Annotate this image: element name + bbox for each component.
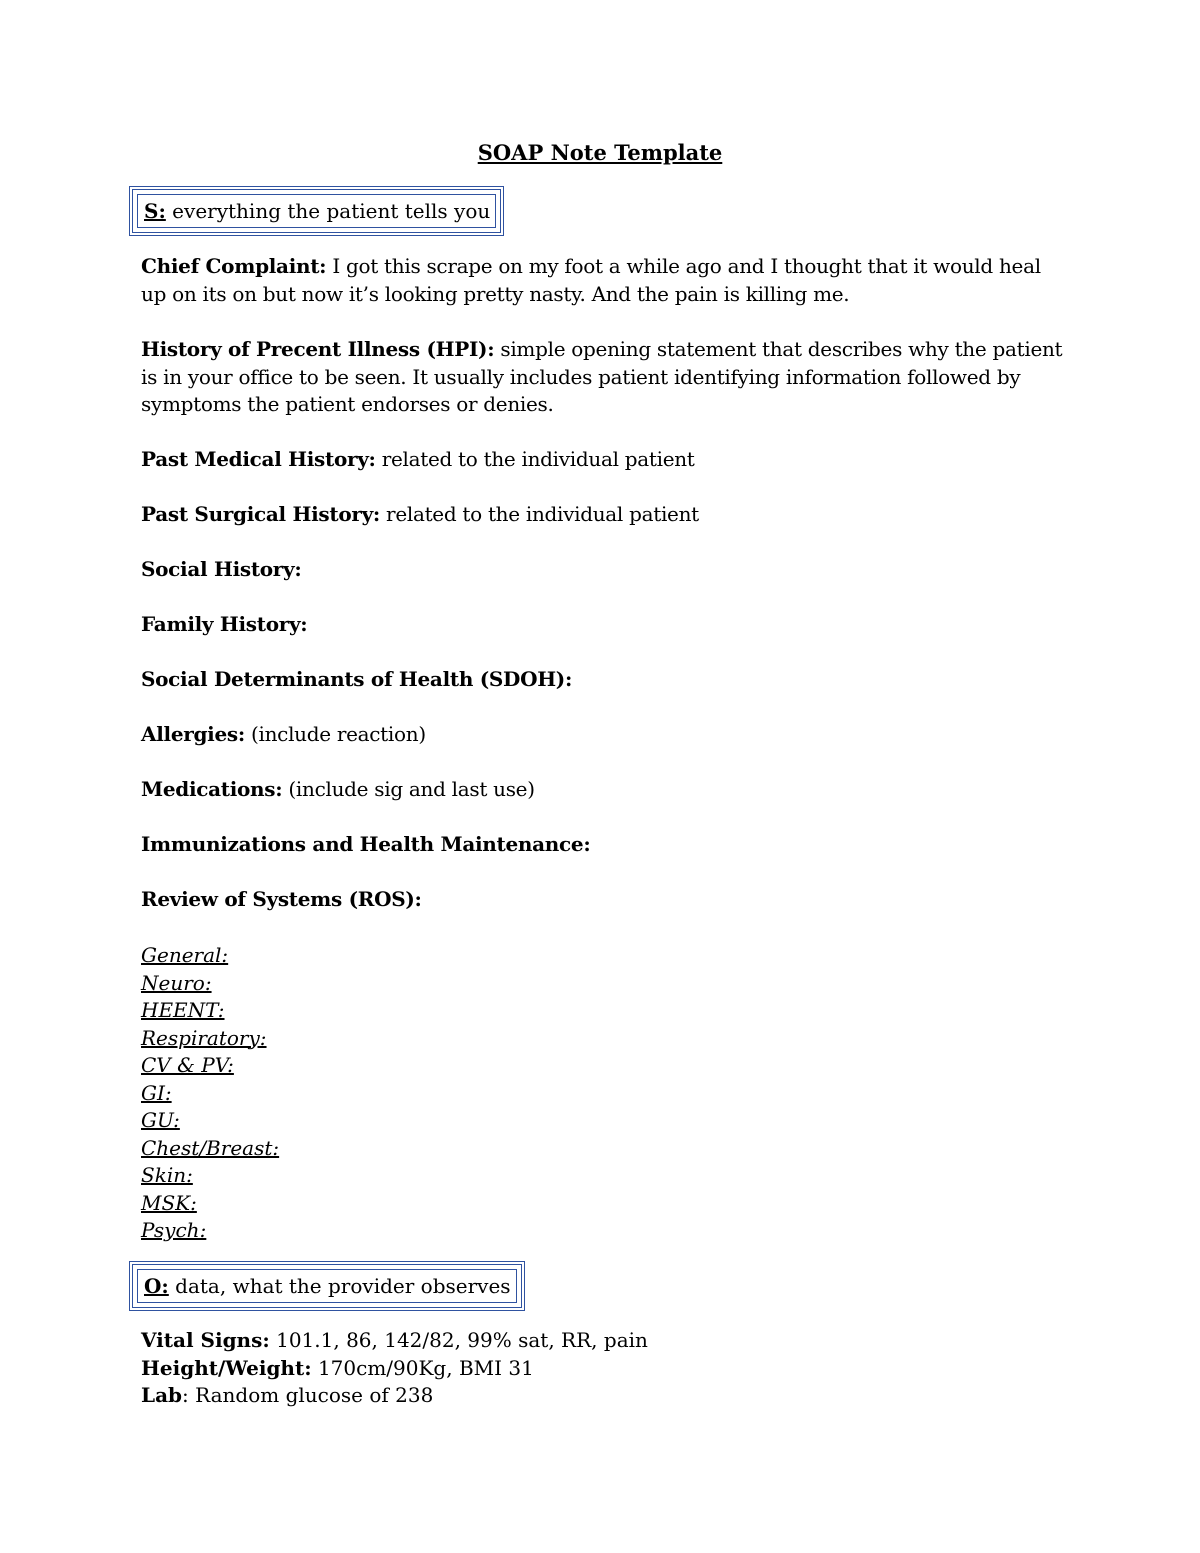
ros-list (141, 942, 279, 1245)
hpi-label: History of Precent Illness (HPI): (141, 337, 495, 361)
ros-item-skin: Skin: (141, 1163, 193, 1187)
objective-findings (141, 1327, 648, 1410)
medications-label: Medications: (141, 777, 283, 801)
ros-item-gu: GU: (141, 1108, 180, 1132)
family-history (141, 611, 1071, 639)
ros-item-gi: GI: (141, 1080, 172, 1105)
social-history (141, 556, 1071, 584)
ros-label: Review of Systems (ROS): (141, 887, 422, 911)
ros-item-heent: HEENT: (141, 998, 225, 1022)
ros-item-cv-pv: CV & PV: (141, 1053, 234, 1077)
height-weight-text: 170cm/90Kg, BMI 31 (311, 1355, 534, 1380)
ros-item-chest-breast: Chest/Breast: (141, 1135, 280, 1160)
review-of-systems (141, 886, 1071, 914)
family-history-label: Family History: (141, 612, 308, 636)
ros-item-psych: Psych: (141, 1218, 207, 1242)
past-surgical-history (141, 501, 1071, 529)
ros-item-general: General: (141, 943, 229, 967)
objective-description: data, what the provider observes (168, 1274, 511, 1298)
allergies (141, 721, 1071, 749)
height-weight (141, 1355, 648, 1383)
ros-item-msk: MSK: (141, 1190, 197, 1215)
psh-text: related to the individual patient (380, 502, 699, 526)
vital-signs-text: 101.1, 86, 142/82, 99% sat, RR, pain (269, 1328, 648, 1352)
vital-signs (141, 1327, 648, 1355)
lab-text: : Random glucose of 238 (182, 1383, 434, 1407)
immunizations (141, 831, 1071, 859)
allergies-label: Allergies: (141, 722, 245, 746)
medications (141, 776, 1071, 804)
sdoh-label: Social Determinants of Health (SDOH): (141, 667, 573, 691)
lab-label: Lab (141, 1383, 183, 1407)
subjective-description: everything the patient tells you (165, 199, 491, 223)
chief-complaint (141, 253, 1071, 308)
ros-item-neuro: Neuro: (141, 970, 212, 995)
past-medical-history (141, 446, 1071, 474)
chief-complaint-text: I got this scrape on my foot a while ago and I thought that it would heal up on its on but now it’s looking pretty nasty. And the pain is killing me. (141, 254, 1041, 306)
lab (141, 1382, 648, 1410)
hpi (141, 336, 1071, 419)
subjective-label: S: (144, 199, 166, 223)
vital-signs-label: Vital Signs: (141, 1328, 270, 1352)
height-weight-label: Height/Weight: (141, 1355, 312, 1380)
ros-item-respiratory: Respiratory: (141, 1025, 267, 1050)
objective-header-box (129, 1261, 525, 1311)
pmh-text: related to the individual patient (375, 447, 695, 471)
allergies-text: (include reaction) (244, 722, 426, 746)
immunizations-label: Immunizations and Health Maintenance: (141, 832, 591, 856)
pmh-label: Past Medical History: (141, 447, 376, 471)
hpi-text: simple opening statement that describes why the patient is in your office to be seen. It usually includes patient identifying information followed by symptoms the patient endorses or denies. (141, 337, 1063, 416)
document-title: SOAP Note Template (477, 140, 723, 165)
chief-complaint-label: Chief Complaint: (141, 254, 327, 278)
psh-label: Past Surgical History: (141, 502, 380, 526)
objective-label: O: (144, 1274, 169, 1298)
medications-text: (include sig and last use) (282, 777, 535, 801)
social-history-label: Social History: (141, 557, 302, 581)
sdoh (141, 666, 1071, 694)
subjective-header-box (129, 186, 504, 236)
